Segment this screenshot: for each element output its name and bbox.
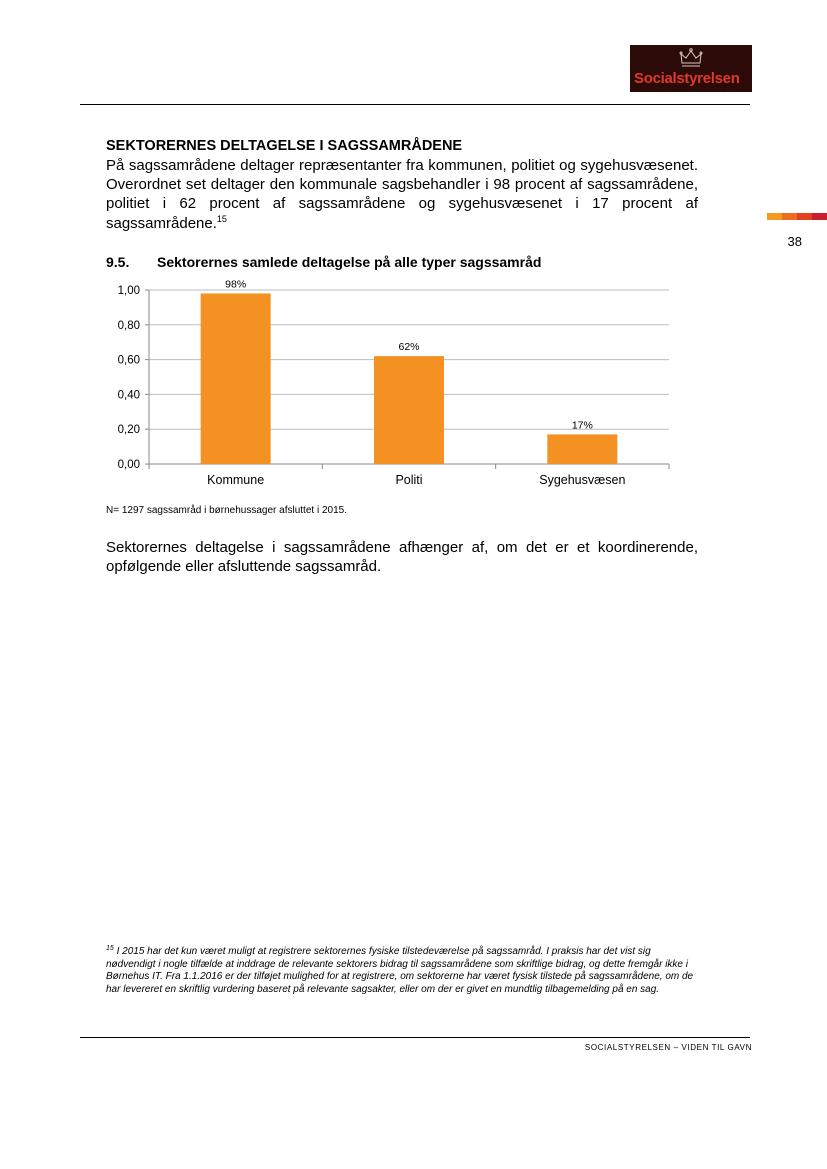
page-marker-segment — [797, 213, 812, 220]
intro-paragraph — [106, 156, 698, 233]
data-label: 17% — [571, 419, 593, 432]
data-label: 98% — [225, 278, 247, 291]
category-label: Politi — [395, 473, 423, 487]
figure-title: Sektorernes samlede deltagelse på alle typer sagssamråd — [157, 254, 542, 270]
page-marker-segment — [812, 213, 827, 220]
y-tick-label: 0,60 — [117, 354, 140, 367]
footnote-text: I 2015 har det kun været muligt at registrere sektorernes fysiske tilstedeværelse på sagssamråd. I praksis har det vist sig nødvendigt i nogle tilfælde at inddrage de relevante sektorers bidrag til sagssamrådene som skriftlige bidrag, og dette fremgår ikke i Børnehus IT. Fra 1.1.2016 er der tilføjet mulighed for at registrere, om sektorerne har været fysisk tilstede på sagssamrådene, om de har levereret en skriftlig vurdering baseret på relevante sagsakter, eller om der er givet en mundtlig tilbagemelding på en sag. — [106, 946, 694, 995]
y-tick-label: 0,00 — [117, 459, 140, 471]
footnote — [106, 946, 698, 996]
crown-icon — [678, 47, 704, 69]
logo-text: Socialstyrelsen — [634, 70, 740, 87]
footer-rule — [80, 1037, 750, 1038]
chart-note: N= 1297 sagssamråd i børnehussager afsluttet i 2015. — [106, 505, 347, 516]
footer-tagline: SOCIALSTYRELSEN – VIDEN TIL GAVN — [584, 1043, 752, 1052]
page-marker-segment — [767, 213, 782, 220]
bar-politi — [374, 356, 444, 464]
y-tick-label: 1,00 — [117, 285, 140, 297]
category-label: Kommune — [207, 473, 265, 487]
data-label: 62% — [398, 341, 420, 354]
y-tick-label: 0,80 — [117, 319, 140, 332]
page-marker-bar — [767, 213, 827, 220]
header-rule — [80, 104, 750, 105]
body-paragraph: Sektorernes deltagelse i sagssamrådene afhænger af, om det er et koordinerende, opfølgende eller afsluttende sagssamråd. — [106, 539, 698, 576]
socialstyrelsen-logo — [630, 45, 752, 92]
y-tick-label: 0,40 — [117, 389, 140, 402]
bar-sygehusvæsen — [547, 434, 617, 464]
y-tick-label: 0,20 — [117, 424, 140, 437]
footnote-number: 15 — [106, 945, 114, 952]
page-marker-segment — [782, 213, 797, 220]
footnote-reference: 15 — [216, 213, 227, 224]
page-number: 38 — [787, 234, 802, 249]
category-label: Sygehusvæsen — [539, 473, 626, 487]
section-heading: SEKTORERNES DELTAGELSE I SAGSSAMRÅDENE — [106, 138, 463, 154]
intro-text: På sagssamrådene deltager repræsentanter fra kommunen, politiet og sygehusvæsenet. Overordnet set deltager den kommunale sagsbehandler i 98 procent af sagssamrådene, politiet i 62 procent af sagssamrådene og sygehusvæsenet i 17 procent af sagssamrådene. — [106, 157, 698, 232]
bar-kommune — [201, 293, 271, 464]
figure-number: 9.5. — [106, 254, 130, 270]
bar-chart — [80, 275, 690, 495]
